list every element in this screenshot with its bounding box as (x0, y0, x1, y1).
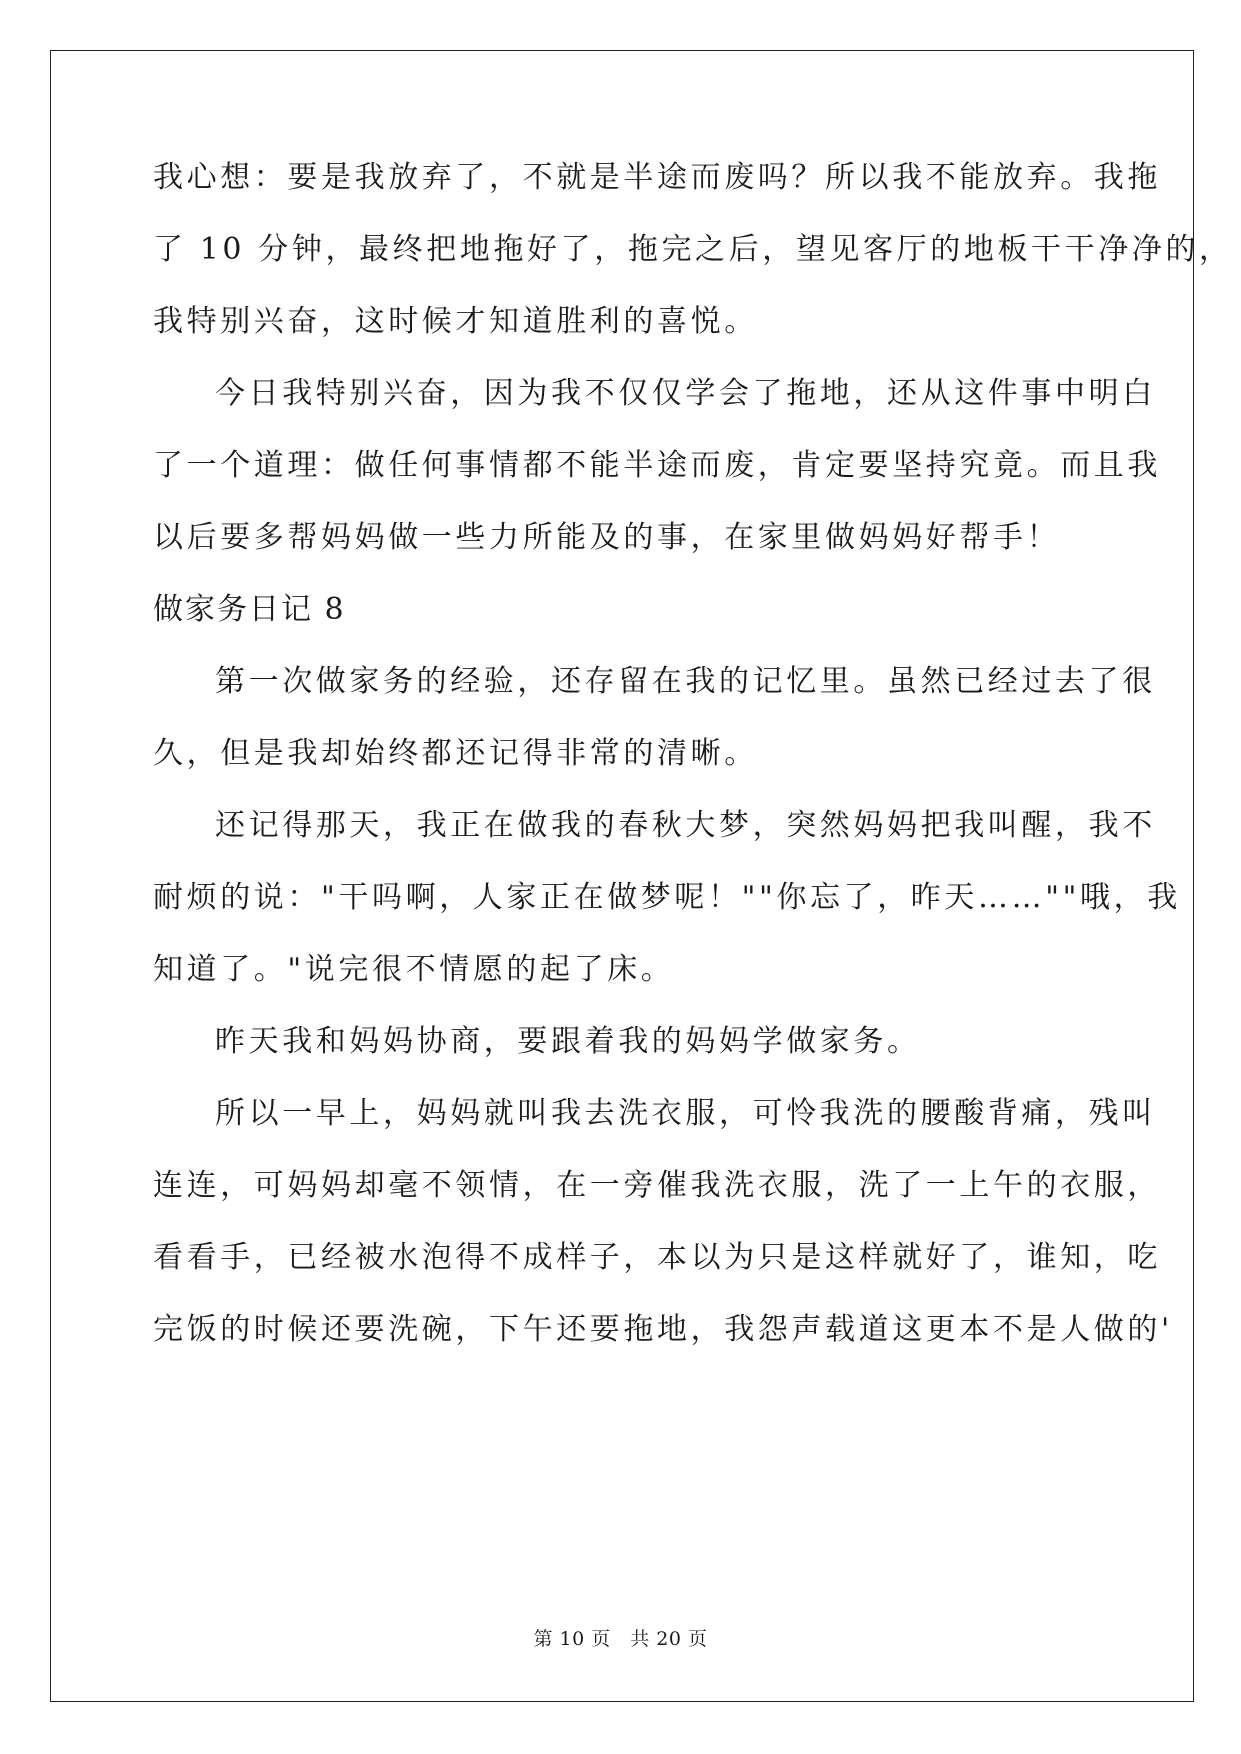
paragraph-start: 昨天我和妈妈协商，要跟着我的妈妈学做家务。 (215, 1024, 921, 1059)
text-line: 知道了。"说完很不情愿的起了床。 (153, 952, 675, 987)
text-line: 久，但是我却始终都还记得非常的清晰。 (153, 736, 758, 771)
section-heading: 做家务日记 8 (153, 592, 346, 627)
text-line: 我心想：要是我放弃了，不就是半途而废吗？所以我不能放弃。我拖 (153, 160, 1161, 195)
paragraph-start: 所以一早上，妈妈就叫我去洗衣服，可怜我洗的腰酸背痛，残叫 (215, 1096, 1156, 1131)
paragraph-start: 第一次做家务的经验，还存留在我的记忆里。虽然已经过去了很 (215, 664, 1156, 699)
text-line: 了一个道理：做任何事情都不能半途而废，肯定要坚持究竟。而且我 (153, 448, 1161, 483)
text-line: 我特别兴奋，这时候才知道胜利的喜悦。 (153, 304, 758, 339)
text-line: 看看手，已经被水泡得不成样子，本以为只是这样就好了，谁知，吃 (153, 1240, 1161, 1275)
text-line: 连连，可妈妈却毫不领情，在一旁催我洗衣服，洗了一上午的衣服， (153, 1168, 1161, 1203)
text-line: 了 10 分钟，最终把地拖好了，拖完之后，望见客厅的地板干干净净的， (153, 232, 1233, 267)
text-line: 耐烦的说："干吗啊，人家正在做梦呢！""你忘了，昨天……""哦，我 (153, 880, 1181, 915)
page-number-footer: 第 10 页 共 20 页 (533, 1628, 708, 1650)
text-line: 以后要多帮妈妈做一些力所能及的事，在家里做妈妈好帮手！ (153, 520, 1061, 555)
page-border (50, 50, 1194, 1702)
text-line: 完饭的时候还要洗碗，下午还要拖地，我怨声载道这更本不是人做的' (153, 1312, 1173, 1347)
paragraph-start: 还记得那天，我正在做我的春秋大梦，突然妈妈把我叫醒，我不 (215, 808, 1156, 843)
paragraph-start: 今日我特别兴奋，因为我不仅仅学会了拖地，还从这件事中明白 (215, 376, 1156, 411)
